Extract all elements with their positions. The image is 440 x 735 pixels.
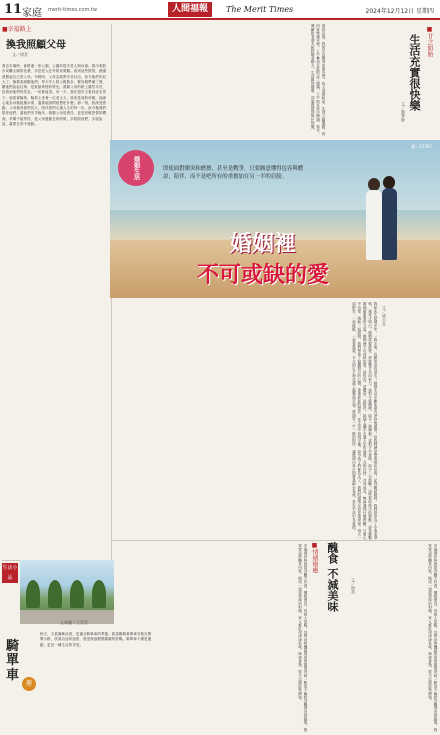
feature-title-line2: 不可或缺的愛: [196, 263, 329, 288]
photo-tree: [26, 580, 40, 608]
right-top-kicker: ■甘之如飴: [426, 26, 433, 57]
photo-person-man: [382, 188, 397, 260]
photo-tree: [48, 580, 62, 608]
feature-title-line1: 婚姻裡: [229, 232, 296, 257]
right-top-body: 退休以後，我的生活變得更加充實。每天清晨起床，先到公園運動，再回家準備早餐。上午參加社區的志工服務，下午則在家中閱讀、寫字，偶爾和老朋友相約喝茶聊天。生活雖然簡單，卻讓我感到無比快樂。: [311, 24, 326, 136]
bike-title-char: 單: [6, 653, 20, 669]
right-bottom-body: 市場裡有些蔬果外觀不好看，價格便宜，常被人忽略。其實這些醜蔬果的營養與美味一點也不輸給外觀漂亮的蔬果。我常買這些醜食回家，做成一道道美味的料理，家人都吃得津津有味。珍惜食物，從不以貌取物開始。: [298, 544, 308, 732]
section-divider: [112, 540, 440, 541]
bike-photo-credit: 文與圖／王美雲: [60, 620, 88, 625]
feature-badge: [118, 150, 154, 186]
left-article-byline: 文／徐美: [12, 52, 28, 57]
photo-tree: [92, 580, 106, 608]
right-bottom-body-cont: 市場裡有些蔬果外觀不好看，價格便宜，常被人忽略。其實這些醜蔬果的營養與美味一點也不輸給外觀漂亮的蔬果。我常買這些醜食回家，做成一道道美味的料理，家人都吃得津津有味。珍惜食物，從不以貌取物開始。: [428, 544, 438, 732]
bike-title-badge: 趣: [22, 677, 36, 691]
bike-photo: [20, 560, 114, 624]
newspaper-logo-english: The Merit Times: [226, 5, 294, 14]
left-article-body: 我去市場時，會路過一家公園，公園有很多老人與孩童。推出來散步或曬太陽的長輩，多是老人在旁陪伴照顧。看到這些情景，總讓我想起自己的父母。年輕時，父母為我們辛苦付出，如今他們年紀大了，換我來照顧他們。每天早上陪父親散步，幫母親準備三餐，聽他們說起往事，是我最珍惜的時光。照顧父母的路上雖然辛苦，但看到他們的笑容，一切都值得。有一天，我在超市又看到這名男子，他推著輪椅，輪椅上坐著一位老太太，原來是他的母親。他細心地為母親挑選水果，溫柔地詢問她想吃什麼。那一刻，我深受感動。父母養育我們長大，陪伴我們走過人生的每一步，而今換我們陪伴他們，讓他們安享晚年。照顧父母是責任，更是回報恩情的機會。孝順不能等待，趁父母還健在的時候，多陪陪他們，多說說話，讓愛在家中流動。: [2, 64, 107, 126]
feature-title: [148, 227, 378, 289]
newspaper-logo: 人間福報: [168, 2, 212, 17]
left-article-tag: ■幸福路上: [2, 26, 32, 33]
feature-byline: 文／梁小芬: [382, 306, 387, 326]
right-bottom-byline: 文／阿英: [351, 578, 356, 594]
feature-pull-quote: 即使面對衝突和磨擦，甚至是戰爭，只要願意懂得包容與體諒，陪伴、而不是吧所有的重擔加在另一半的肩膀。: [163, 166, 304, 180]
left-article: [2, 24, 110, 559]
bike-article-title: [6, 640, 19, 683]
bike-title-char: 騎: [6, 639, 20, 654]
right-top-byline: 文／劉華修: [401, 102, 406, 122]
right-bottom-title: 醜食 不減美味: [326, 542, 339, 612]
masthead: [0, 0, 440, 20]
bike-title-char: 車: [6, 667, 20, 683]
right-bottom-kicker: ■情緒療癒: [311, 542, 318, 573]
left-article-title: 換我照顧父母: [6, 40, 66, 51]
feature-badge-text: 婚姻生活: [132, 156, 140, 180]
photo-tree: [70, 580, 84, 608]
page-url[interactable]: merit-times.com.tw: [48, 7, 97, 13]
right-top-title: 生活充實很快樂: [408, 34, 421, 111]
page-number: 11: [4, 2, 23, 17]
feature-body: 我和先生結婚多年，一路走來，有歡笑也有淚水。婚姻生活中難免會有爭吵與磨擦，但我們總是學著彼此包容。記得剛結婚時，我們常常為了小事而爭執，後來才明白，婚姻需要經營，需要雙方共同努力。當對方疲憊時，給予一個擁抱；當對方失意時，給予一句鼓勵。這些看似微小的舉動，卻是維繫婚姻最重要的力量。婚姻裡不可或缺的愛，是包容、是體諒、是陪伴。兩個人攜手走過人生的風雨，互相扶持，共同成長。無論遇到什麼困難，只要心中有愛，就能一起面對。我們學會了傾聽對方的心聲，尊重彼此的想法，在生活中找到平衡。如今孩子們都長大了，我們的感情反而更加深厚。每天一起散步、一起做飯、一起看電視，平凡的日子裡充滿了溫馨與幸福。感謝另一半一路的陪伴，讓我明白真正的愛是細水長流，是在平淡中見真情。: [352, 302, 378, 540]
bike-article-body: 秋天，天氣漸漸涼爽，是適合騎單車的季節。我喜歡騎著單車穿梭在鄉間小路，欣賞沿途的風景，感受微風輕拂臉龐的舒暢。騎單車不僅是運動，更是一種生活的享受。: [40, 632, 152, 647]
hero-photo-credit: 圖／123RF: [411, 144, 432, 149]
bike-article-tag: 生活小品: [2, 565, 18, 581]
right-top-article: [328, 22, 440, 142]
section-title: 家庭: [22, 8, 42, 19]
issue-date: 2024年12月12日 星期四: [365, 8, 434, 15]
